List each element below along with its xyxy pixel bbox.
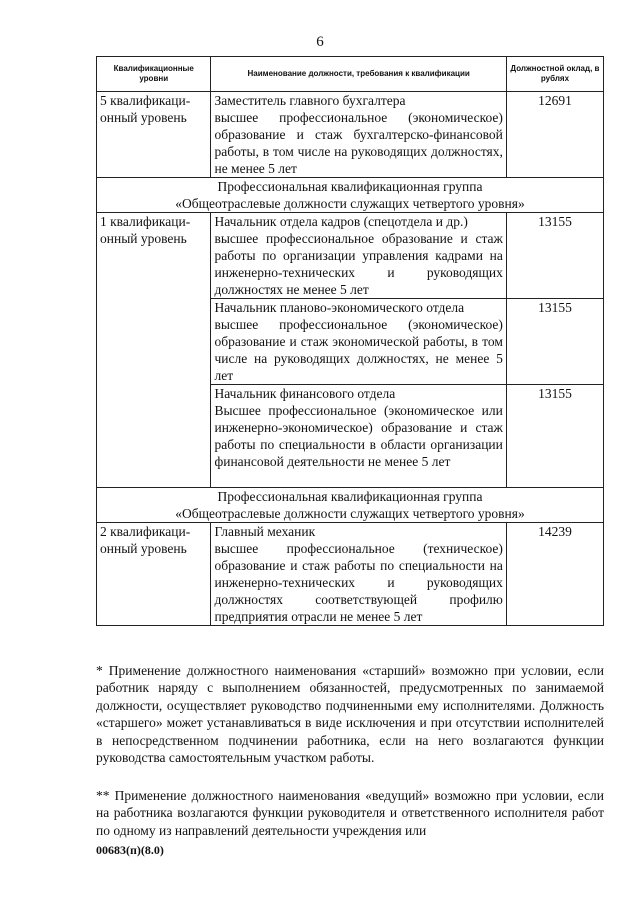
header-position: Наименование должности, требования к квалификации bbox=[211, 57, 506, 92]
group-header bbox=[97, 178, 604, 213]
salary-cell: 14239 bbox=[506, 523, 603, 626]
level-cell: 5 квалификаци-онный уровень bbox=[97, 92, 211, 178]
document-code: 00683(п)(8.0) bbox=[96, 843, 164, 857]
position-title: Начальник отдела кадров (спецотдела и др.) bbox=[214, 214, 468, 229]
salary-table bbox=[96, 56, 604, 626]
footnote-leading: ** Применение должностного наименования «ведущий» возможно при условии, если на работника возлагаются функции руководителя и ответственного исполнителя работ по одному из направлений деятельности учреждения или bbox=[96, 788, 604, 838]
position-requirements: высшее профессиональное образование и стаж работы по организации управления кадрами на инженерно-технических и руководящих должностях не менее 5 лет bbox=[214, 231, 503, 297]
salary-cell: 13155 bbox=[506, 213, 603, 299]
page-number: 6 bbox=[316, 34, 324, 50]
group-header bbox=[97, 488, 604, 523]
position-title: Начальник финансового отдела bbox=[214, 386, 396, 401]
group-subtitle: «Общеотраслевые должности служащих четвертого уровня» bbox=[175, 506, 525, 521]
position-requirements: высшее профессиональное (техническое) образование и стаж работы по специальности на инженерно-технических и руководящих должностях соответствующей профилю предприятия отрасли не менее 5 лет bbox=[214, 541, 503, 624]
position-requirements: высшее профессиональное (экономическое) образование и стаж бухгалтерско-финансовой работы, в том числе на руководящих должностях, не менее 5 лет bbox=[214, 110, 503, 176]
position-cell bbox=[211, 523, 506, 626]
group-title: Профессиональная квалификационная группа bbox=[217, 179, 483, 194]
header-levels: Квалификационные уровни bbox=[97, 57, 211, 92]
position-cell bbox=[211, 213, 506, 299]
table-row bbox=[97, 523, 604, 626]
level-cell: 1 квалификаци-онный уровень bbox=[97, 213, 211, 488]
footnote-senior: * Применение должностного наименования «старший» возможно при условии, если работник наряду с выполнением обязанностей, предусмотренных по занимаемой должности, осуществляет руководство подчиненными ему исполнителями. Должность «старшего» может устанавливаться в виде исключения и при отсутствии исполнителей в непосредственном подчинении работника, если на него возлагаются функции руководства самостоятельным участком работы. bbox=[96, 663, 604, 766]
salary-cell: 12691 bbox=[506, 92, 603, 178]
table-row bbox=[97, 92, 604, 178]
position-cell bbox=[211, 385, 506, 488]
salary-cell: 13155 bbox=[506, 385, 603, 488]
position-requirements: высшее профессиональное (экономическое) образование и стаж экономической работы, в том числе на руководящих должностях, не менее 5 лет bbox=[214, 317, 503, 383]
group-subtitle: «Общеотраслевые должности служащих четвертого уровня» bbox=[175, 196, 525, 211]
position-cell bbox=[211, 299, 506, 385]
position-requirements: Высшее профессиональное (экономическое или инженерно-экономическое) образование и стаж работы по специальности в области организации финансовой деятельности не менее 5 лет bbox=[214, 403, 503, 469]
position-title: Начальник планово-экономического отдела bbox=[214, 300, 465, 315]
level-cell: 2 квалификаци-онный уровень bbox=[97, 523, 211, 626]
position-cell bbox=[211, 92, 506, 178]
table-row bbox=[97, 213, 604, 299]
salary-cell: 13155 bbox=[506, 299, 603, 385]
position-title: Заместитель главного бухгалтера bbox=[214, 93, 406, 108]
group-header-row bbox=[97, 488, 604, 523]
header-salary: Должностной оклад, в рублях bbox=[506, 57, 603, 92]
group-title: Профессиональная квалификационная группа bbox=[217, 489, 483, 504]
position-title: Главный механик bbox=[214, 524, 316, 539]
table-header-row bbox=[97, 57, 604, 92]
group-header-row bbox=[97, 178, 604, 213]
